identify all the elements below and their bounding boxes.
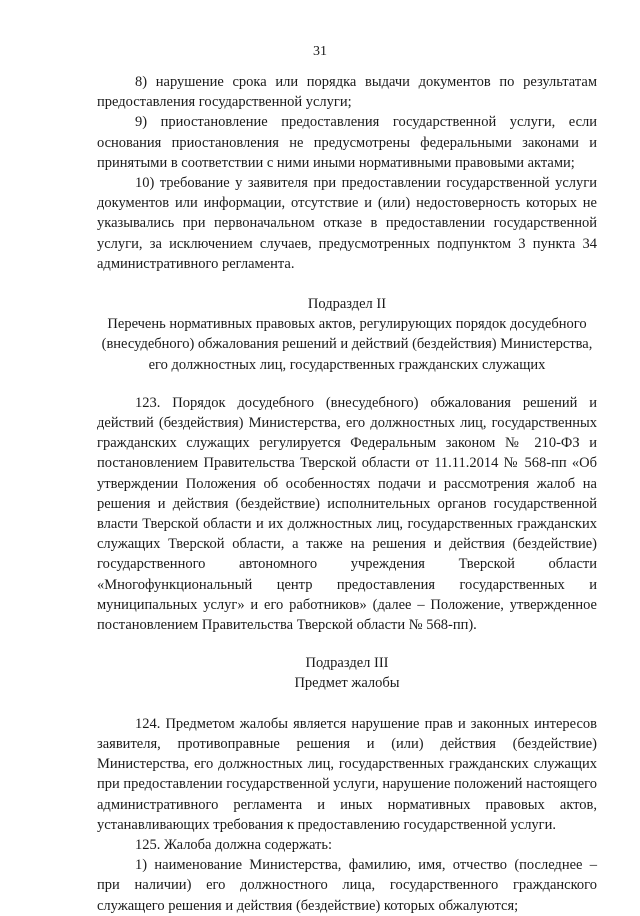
document-body — [97, 72, 597, 916]
spacer — [97, 375, 597, 393]
item-9-paragraph: 9) приостановление предоставления государственной услуги, если основания приостановления не предусмотрены федеральными законами и принятыми в соответствии с ними иными нормативными правовыми актами; — [97, 114, 597, 171]
spacer — [97, 694, 597, 714]
clause-125-item-1-paragraph: 1) наименование Министерства, фамилию, имя, отчество (последнее – при наличии) его должностного лица, государственного гражданского служащего решения и действия (бездействие) которых обжалуются; — [97, 857, 597, 914]
clause-125-paragraph: 125. Жалоба должна содержать: — [135, 836, 333, 853]
subsection-3-title: Подраздел III — [305, 655, 389, 672]
page-number: 31 — [313, 44, 327, 59]
clause-124-paragraph: 124. Предметом жалобы является нарушение прав и законных интересов заявителя, противоправные решения и (или) действия (бездействие) Министерства, его должностных лиц, государственных гражданских служащих при предоставлении государственной услуги, нарушение положений настоящего административного регламента и иных нормативных правовых актов, устанавливающих требования к предоставлению государственной услуги. — [97, 715, 598, 833]
spacer — [97, 635, 597, 653]
subsection-2-title: Подраздел II — [307, 296, 387, 313]
spacer — [97, 274, 597, 294]
subsection-3-heading: Предмет жалобы — [294, 675, 400, 692]
subsection-2-heading: Перечень нормативных правовых актов, регулирующих порядок досудебного (внесудебного) обжалования решений и действий (бездействия) Министерства, его должностных лиц, государственных гражданских служащих — [101, 316, 593, 373]
clause-123-paragraph: 123. Порядок досудебного (внесудебного) обжалования решений и действий (бездействия) Министерства, его должностных лиц, государственных гражданских служащих регулируется Федеральным законом № 210-ФЗ и постановлением Правительства Тверской области от 11.11.2014 № 568-пп «Об утверждении Положения об особенностях подачи и рассмотрения жалоб на решения и действия (бездействие) исполнительных органов государственной власти Тверской области и их должностных лиц, государственных гражданских служащих Тверской области, а также на решения и действия (бездействие) государственного автономного учреждения Тверской области «Многофункциональный центр предоставления государственных и муниципальных услуг» и его работников» (далее – Положение, утвержденное постановлением Правительства Тверской области № 568-пп). — [97, 394, 597, 634]
item-8-paragraph: 8) нарушение срока или порядка выдачи документов по результатам предоставления государственной услуги; — [97, 74, 597, 111]
item-10-paragraph: 10) требование у заявителя при предоставлении государственной услуги документов или информации, отсутствие и (или) недостоверность которых не указывались при первоначальном отказе в предоставлении государственной услуги, за исключением случаев, предусмотренных подпунктом 3 пункта 34 административного регламента. — [97, 175, 597, 272]
